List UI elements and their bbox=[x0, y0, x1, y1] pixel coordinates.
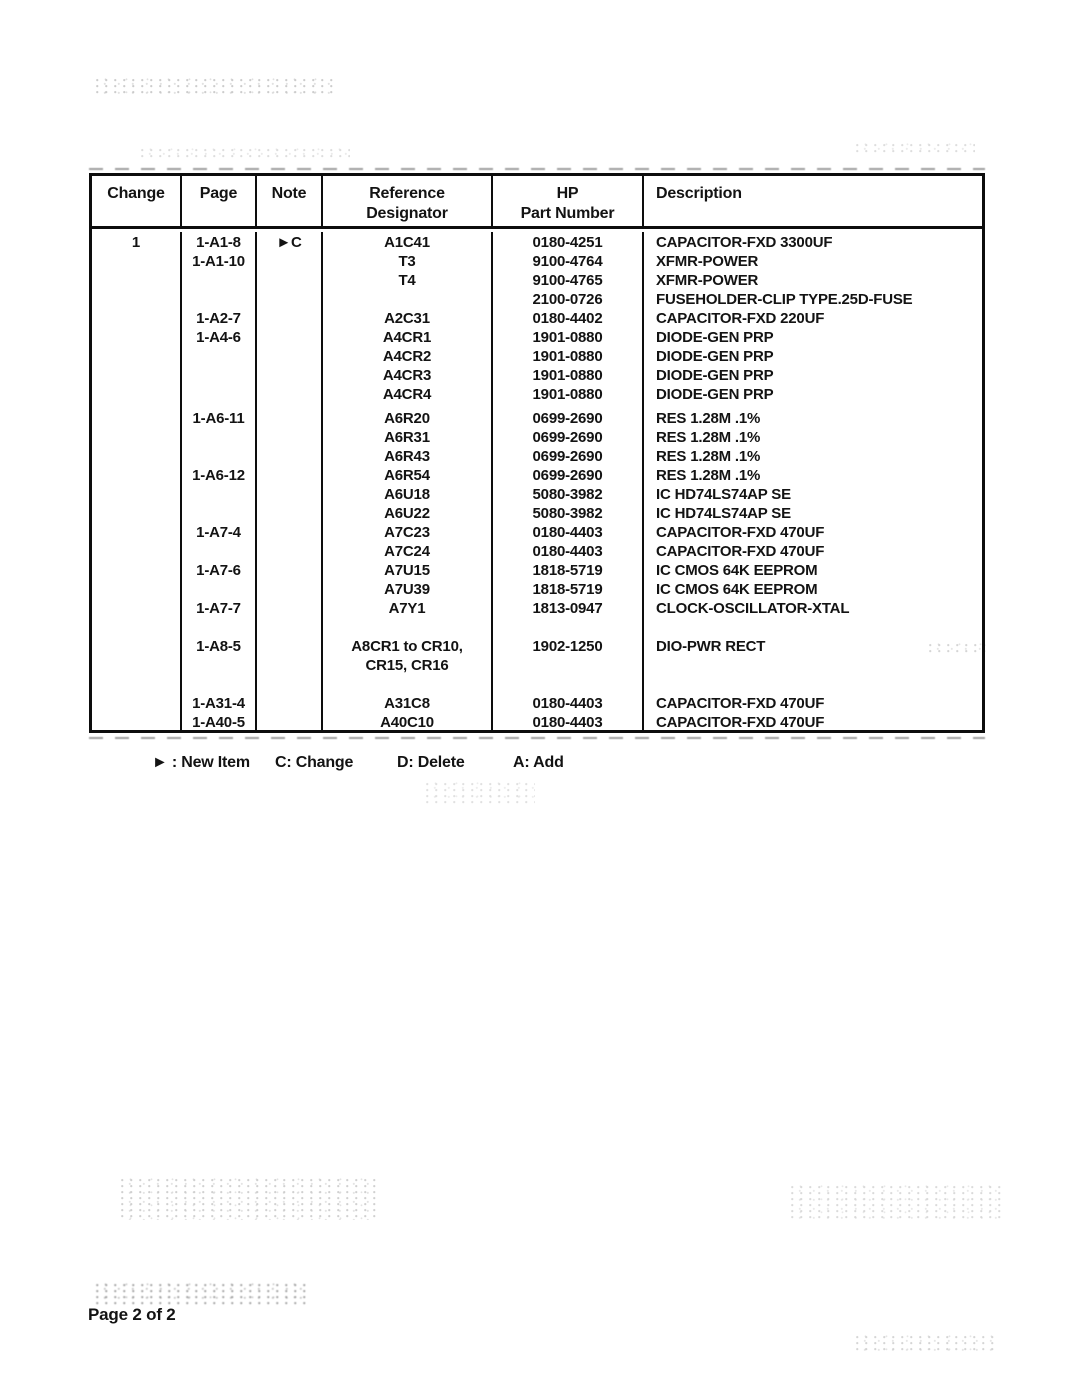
cell-note bbox=[257, 447, 323, 466]
cell-part bbox=[493, 618, 644, 637]
column-header-note bbox=[257, 176, 323, 226]
cell-page: 1-A6-11 bbox=[182, 409, 257, 428]
table-row bbox=[92, 328, 982, 347]
table-header-row bbox=[92, 176, 982, 229]
cell-note bbox=[257, 409, 323, 428]
legend bbox=[0, 754, 1080, 774]
cell-note bbox=[257, 290, 323, 309]
cell-part: 0180-4403 bbox=[493, 713, 644, 730]
cell-change bbox=[92, 561, 182, 580]
cell-desc: DIODE-GEN PRP bbox=[656, 367, 774, 384]
cell-change bbox=[92, 599, 182, 618]
cell-change bbox=[92, 447, 182, 466]
cell-desc: CAPACITOR-FXD 3300UF bbox=[656, 234, 833, 251]
page-number-footer: Page 2 of 2 bbox=[88, 1305, 176, 1324]
scan-noise bbox=[140, 148, 350, 158]
cell-part: 9100-4764 bbox=[493, 252, 644, 271]
cell-desc: CAPACITOR-FXD 470UF bbox=[656, 543, 825, 560]
column-header-line: Note bbox=[271, 185, 307, 202]
table-row bbox=[92, 290, 982, 309]
cell-change: 1 bbox=[92, 233, 182, 252]
cell-ref: A6R31 bbox=[323, 428, 493, 447]
legend-item: A: Add bbox=[513, 754, 564, 771]
cell-part: 0180-4403 bbox=[493, 694, 644, 713]
scan-noise bbox=[790, 1185, 1005, 1220]
scan-noise bbox=[120, 1178, 380, 1220]
cell-change bbox=[92, 252, 182, 271]
scan-edge-artifact bbox=[89, 737, 985, 739]
cell-ref bbox=[323, 618, 493, 637]
table-row bbox=[92, 466, 982, 485]
cell-desc: IC HD74LS74AP SE bbox=[656, 486, 791, 503]
cell-page bbox=[182, 366, 257, 385]
cell-part: 1902-1250 bbox=[493, 637, 644, 656]
cell-ref: T4 bbox=[323, 271, 493, 290]
table-row bbox=[92, 561, 982, 580]
cell-part: 1818-5719 bbox=[493, 580, 644, 599]
cell-part: 1901-0880 bbox=[493, 366, 644, 385]
cell-change bbox=[92, 466, 182, 485]
legend-item: C: Change bbox=[275, 754, 354, 771]
cell-change bbox=[92, 385, 182, 404]
cell-page bbox=[182, 428, 257, 447]
table-row bbox=[92, 252, 982, 271]
column-header-part bbox=[493, 176, 644, 226]
cell-page: 1-A1-8 bbox=[182, 233, 257, 252]
cell-page: 1-A7-7 bbox=[182, 599, 257, 618]
column-header-line: Designator bbox=[366, 205, 448, 222]
scan-noise bbox=[95, 78, 335, 94]
cell-note bbox=[257, 385, 323, 404]
cell-change bbox=[92, 618, 182, 637]
cell-ref: A1C41 bbox=[323, 233, 493, 252]
cell-change bbox=[92, 713, 182, 730]
cell-page: 1-A2-7 bbox=[182, 309, 257, 328]
cell-ref: A7C24 bbox=[323, 542, 493, 561]
table-row bbox=[92, 580, 982, 599]
cell-change bbox=[92, 675, 182, 694]
cell-note bbox=[257, 271, 323, 290]
table-row bbox=[92, 675, 982, 694]
table-body bbox=[92, 229, 982, 730]
cell-part: 0699-2690 bbox=[493, 428, 644, 447]
cell-change bbox=[92, 580, 182, 599]
cell-page bbox=[182, 385, 257, 404]
cell-note bbox=[257, 599, 323, 618]
cell-change bbox=[92, 347, 182, 366]
table-row bbox=[92, 485, 982, 504]
cell-ref bbox=[323, 675, 493, 694]
cell-page: 1-A4-6 bbox=[182, 328, 257, 347]
table-row bbox=[92, 409, 982, 428]
cell-ref: A6R54 bbox=[323, 466, 493, 485]
cell-desc: RES 1.28M .1% bbox=[656, 429, 761, 446]
cell-desc: CAPACITOR-FXD 470UF bbox=[656, 714, 825, 730]
cell-page bbox=[182, 580, 257, 599]
table-row bbox=[92, 447, 982, 466]
column-header-line: Description bbox=[656, 185, 742, 202]
table-row bbox=[92, 347, 982, 366]
cell-page bbox=[182, 447, 257, 466]
cell-page bbox=[182, 675, 257, 694]
table-row bbox=[92, 271, 982, 290]
cell-ref: A6U18 bbox=[323, 485, 493, 504]
table-row bbox=[92, 309, 982, 328]
table-row bbox=[92, 385, 982, 404]
cell-desc: RES 1.28M .1% bbox=[656, 467, 761, 484]
cell-part: 0699-2690 bbox=[493, 466, 644, 485]
cell-change bbox=[92, 523, 182, 542]
cell-page: 1-A1-10 bbox=[182, 252, 257, 271]
cell-part: 1901-0880 bbox=[493, 385, 644, 404]
cell-part: 0699-2690 bbox=[493, 447, 644, 466]
cell-part: 0180-4402 bbox=[493, 309, 644, 328]
cell-ref: A31C8 bbox=[323, 694, 493, 713]
cell-note bbox=[257, 309, 323, 328]
scan-noise bbox=[855, 143, 975, 153]
cell-page: 1-A31-4 bbox=[182, 694, 257, 713]
cell-note bbox=[257, 656, 323, 675]
cell-desc bbox=[644, 618, 982, 637]
cell-page: 1-A7-4 bbox=[182, 523, 257, 542]
table-row bbox=[92, 599, 982, 618]
cell-change bbox=[92, 366, 182, 385]
cell-desc bbox=[644, 656, 982, 675]
cell-part: 0180-4403 bbox=[493, 523, 644, 542]
column-header-line: Part Number bbox=[520, 205, 615, 222]
cell-note bbox=[257, 523, 323, 542]
cell-ref: A6U22 bbox=[323, 504, 493, 523]
cell-desc: IC CMOS 64K EEPROM bbox=[656, 581, 818, 598]
cell-change bbox=[92, 656, 182, 675]
scan-noise bbox=[425, 782, 535, 804]
cell-desc: RES 1.28M .1% bbox=[656, 448, 761, 465]
cell-ref: A4CR1 bbox=[323, 328, 493, 347]
cell-ref: A6R43 bbox=[323, 447, 493, 466]
column-header-line: Reference bbox=[369, 185, 445, 202]
cell-part: 0180-4251 bbox=[493, 233, 644, 252]
scan-noise bbox=[95, 1283, 310, 1305]
cell-part: 5080-3982 bbox=[493, 504, 644, 523]
cell-desc: DIO-PWR RECT bbox=[656, 638, 766, 655]
cell-note bbox=[257, 485, 323, 504]
cell-ref: A7Y1 bbox=[323, 599, 493, 618]
cell-change bbox=[92, 409, 182, 428]
cell-desc: DIODE-GEN PRP bbox=[656, 386, 774, 403]
cell-ref: T3 bbox=[323, 252, 493, 271]
cell-page bbox=[182, 347, 257, 366]
cell-change bbox=[92, 504, 182, 523]
cell-page: 1-A40-5 bbox=[182, 713, 257, 730]
cell-page bbox=[182, 485, 257, 504]
column-header-change bbox=[92, 176, 182, 226]
cell-change bbox=[92, 309, 182, 328]
column-header-line: HP bbox=[556, 185, 579, 202]
cell-ref: A7C23 bbox=[323, 523, 493, 542]
cell-change bbox=[92, 290, 182, 309]
cell-note bbox=[257, 366, 323, 385]
table-row bbox=[92, 428, 982, 447]
cell-note bbox=[257, 561, 323, 580]
cell-ref: A40C10 bbox=[323, 713, 493, 730]
table-row bbox=[92, 713, 982, 730]
cell-ref: A7U39 bbox=[323, 580, 493, 599]
cell-note bbox=[257, 466, 323, 485]
cell-part: 1813-0947 bbox=[493, 599, 644, 618]
cell-part: 1901-0880 bbox=[493, 328, 644, 347]
legend-item: D: Delete bbox=[397, 754, 465, 771]
cell-desc: IC CMOS 64K EEPROM bbox=[656, 562, 818, 579]
cell-page bbox=[182, 271, 257, 290]
cell-desc: IC HD74LS74AP SE bbox=[656, 505, 791, 522]
cell-part: 5080-3982 bbox=[493, 485, 644, 504]
cell-page bbox=[182, 504, 257, 523]
cell-note bbox=[257, 580, 323, 599]
cell-note bbox=[257, 347, 323, 366]
cell-desc: CAPACITOR-FXD 470UF bbox=[656, 695, 825, 712]
cell-change bbox=[92, 637, 182, 656]
column-header-line: Change bbox=[107, 185, 165, 202]
table-row bbox=[92, 366, 982, 385]
cell-desc: XFMR-POWER bbox=[656, 253, 759, 270]
cell-change bbox=[92, 328, 182, 347]
cell-page bbox=[182, 656, 257, 675]
cell-page bbox=[182, 618, 257, 637]
column-header-desc bbox=[644, 176, 982, 226]
cell-note bbox=[257, 428, 323, 447]
cell-change bbox=[92, 542, 182, 561]
cell-ref bbox=[323, 290, 493, 309]
cell-desc: RES 1.28M .1% bbox=[656, 410, 761, 427]
cell-desc: CLOCK-OSCILLATOR-XTAL bbox=[656, 600, 850, 617]
table-row bbox=[92, 618, 982, 637]
cell-desc bbox=[644, 675, 982, 694]
table-row bbox=[92, 656, 982, 675]
cell-note bbox=[257, 713, 323, 730]
cell-change bbox=[92, 485, 182, 504]
cell-note bbox=[257, 637, 323, 656]
column-header-line: Page bbox=[199, 185, 238, 202]
cell-part: 0180-4403 bbox=[493, 542, 644, 561]
table-row bbox=[92, 542, 982, 561]
cell-part: 2100-0726 bbox=[493, 290, 644, 309]
table-row bbox=[92, 233, 982, 252]
cell-desc: XFMR-POWER bbox=[656, 272, 759, 289]
cell-note: ►C bbox=[257, 233, 323, 252]
cell-ref: A7U15 bbox=[323, 561, 493, 580]
legend-item: ► : New Item bbox=[152, 754, 250, 771]
scan-edge-artifact bbox=[89, 168, 985, 170]
parts-change-table bbox=[89, 173, 985, 733]
cell-desc: FUSEHOLDER-CLIP TYPE.25D-FUSE bbox=[656, 291, 913, 308]
column-header-page bbox=[182, 176, 257, 226]
cell-note bbox=[257, 252, 323, 271]
cell-change bbox=[92, 271, 182, 290]
cell-part: 0699-2690 bbox=[493, 409, 644, 428]
cell-note bbox=[257, 328, 323, 347]
cell-page bbox=[182, 290, 257, 309]
cell-page: 1-A6-12 bbox=[182, 466, 257, 485]
cell-page: 1-A7-6 bbox=[182, 561, 257, 580]
cell-ref: A4CR4 bbox=[323, 385, 493, 404]
table-row bbox=[92, 637, 982, 656]
cell-note bbox=[257, 542, 323, 561]
cell-note bbox=[257, 675, 323, 694]
cell-ref: A4CR3 bbox=[323, 366, 493, 385]
cell-ref: A8CR1 to CR10, bbox=[323, 637, 493, 656]
cell-part: 1901-0880 bbox=[493, 347, 644, 366]
cell-change bbox=[92, 694, 182, 713]
cell-part: 1818-5719 bbox=[493, 561, 644, 580]
cell-note bbox=[257, 618, 323, 637]
table-row bbox=[92, 504, 982, 523]
cell-ref: CR15, CR16 bbox=[323, 656, 493, 675]
cell-note bbox=[257, 694, 323, 713]
cell-part: 9100-4765 bbox=[493, 271, 644, 290]
cell-page: 1-A8-5 bbox=[182, 637, 257, 656]
cell-desc: CAPACITOR-FXD 470UF bbox=[656, 524, 825, 541]
cell-ref: A4CR2 bbox=[323, 347, 493, 366]
column-header-ref bbox=[323, 176, 493, 226]
cell-part bbox=[493, 656, 644, 675]
table-row bbox=[92, 523, 982, 542]
cell-ref: A2C31 bbox=[323, 309, 493, 328]
cell-note bbox=[257, 504, 323, 523]
cell-desc: DIODE-GEN PRP bbox=[656, 329, 774, 346]
cell-ref: A6R20 bbox=[323, 409, 493, 428]
cell-desc: CAPACITOR-FXD 220UF bbox=[656, 310, 825, 327]
cell-page bbox=[182, 542, 257, 561]
scan-noise bbox=[855, 1335, 995, 1351]
cell-change bbox=[92, 428, 182, 447]
cell-desc: DIODE-GEN PRP bbox=[656, 348, 774, 365]
cell-part bbox=[493, 675, 644, 694]
table-row bbox=[92, 694, 982, 713]
